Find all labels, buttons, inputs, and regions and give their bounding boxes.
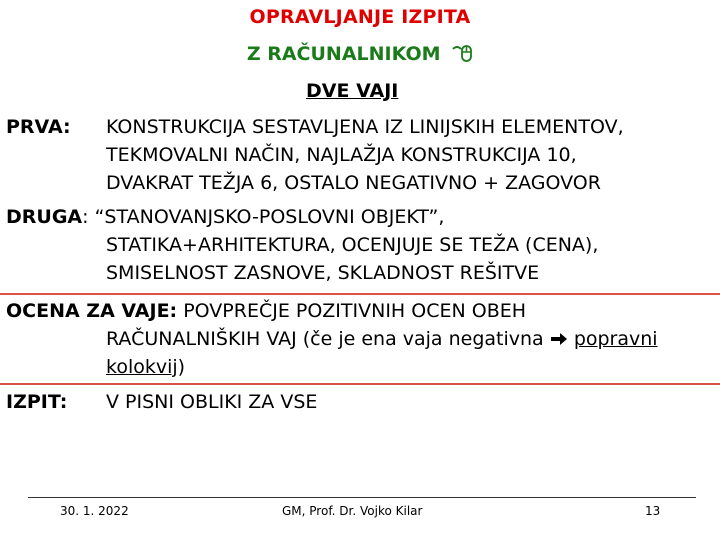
- druga-line-3: SMISELNOST ZASNOVE, SKLADNOST REŠITVE: [106, 262, 540, 284]
- druga-row: [6, 203, 444, 231]
- footer-author: GM, Prof. Dr. Vojko Kilar: [282, 504, 423, 518]
- prva-line-2: TEKMOVALNI NAČIN, NAJLAŽJA KONSTRUKCIJA 10,: [106, 144, 577, 166]
- ocena-line-3: [106, 353, 185, 381]
- izpit-label: IZPIT:: [6, 391, 68, 413]
- title-line-3: DVE VAJI: [306, 80, 399, 102]
- footer-line: [28, 497, 696, 498]
- title-line-2: [0, 43, 720, 68]
- computer-mouse-icon: [451, 43, 473, 68]
- ocena-line-3-end: ): [177, 356, 186, 378]
- izpit-text: V PISNI OBLIKI ZA VSE: [106, 391, 318, 413]
- prva-line-1: KONSTRUKCIJA SESTAVLJENA IZ LINIJSKIH ELEMENTOV,: [106, 116, 624, 138]
- prva-label: PRVA:: [6, 116, 71, 138]
- ocena-line-2: [106, 325, 658, 355]
- ocena-label: OCENA ZA VAJE:: [6, 300, 178, 322]
- druga-line-2: STATIKA+ARHITEKTURA, OCENJUJE SE TEŽA (CENA),: [106, 234, 599, 256]
- arrow-right-icon: [550, 327, 568, 355]
- druga-label: DRUGA: [6, 206, 83, 228]
- footer-page: 13: [645, 504, 661, 518]
- ocena-row: [6, 297, 526, 325]
- footer-date: 30. 1. 2022: [60, 504, 129, 518]
- ocena-line-1: POVPREČJE POZITIVNIH OCEN OBEH: [183, 300, 527, 322]
- druga-line-1: “STANOVANJSKO-POSLOVNI OBJEKT”,: [94, 206, 445, 228]
- popravni-link[interactable]: popravni: [573, 328, 658, 350]
- druga-colon: :: [82, 206, 89, 228]
- separator-line-1: [0, 293, 720, 295]
- prva-line-3: DVAKRAT TEŽJA 6, OSTALO NEGATIVNO + ZAGOVOR: [106, 172, 601, 194]
- kolokvij-link[interactable]: kolokvij: [106, 356, 178, 378]
- separator-line-2: [0, 383, 720, 385]
- ocena-line-2-text: RAČUNALNIŠKIH VAJ (če je ena vaja negativna: [106, 328, 544, 350]
- title-line-1: OPRAVLJANJE IZPITA: [249, 6, 471, 28]
- title-line-2-text: Z RAČUNALNIKOM: [246, 43, 441, 65]
